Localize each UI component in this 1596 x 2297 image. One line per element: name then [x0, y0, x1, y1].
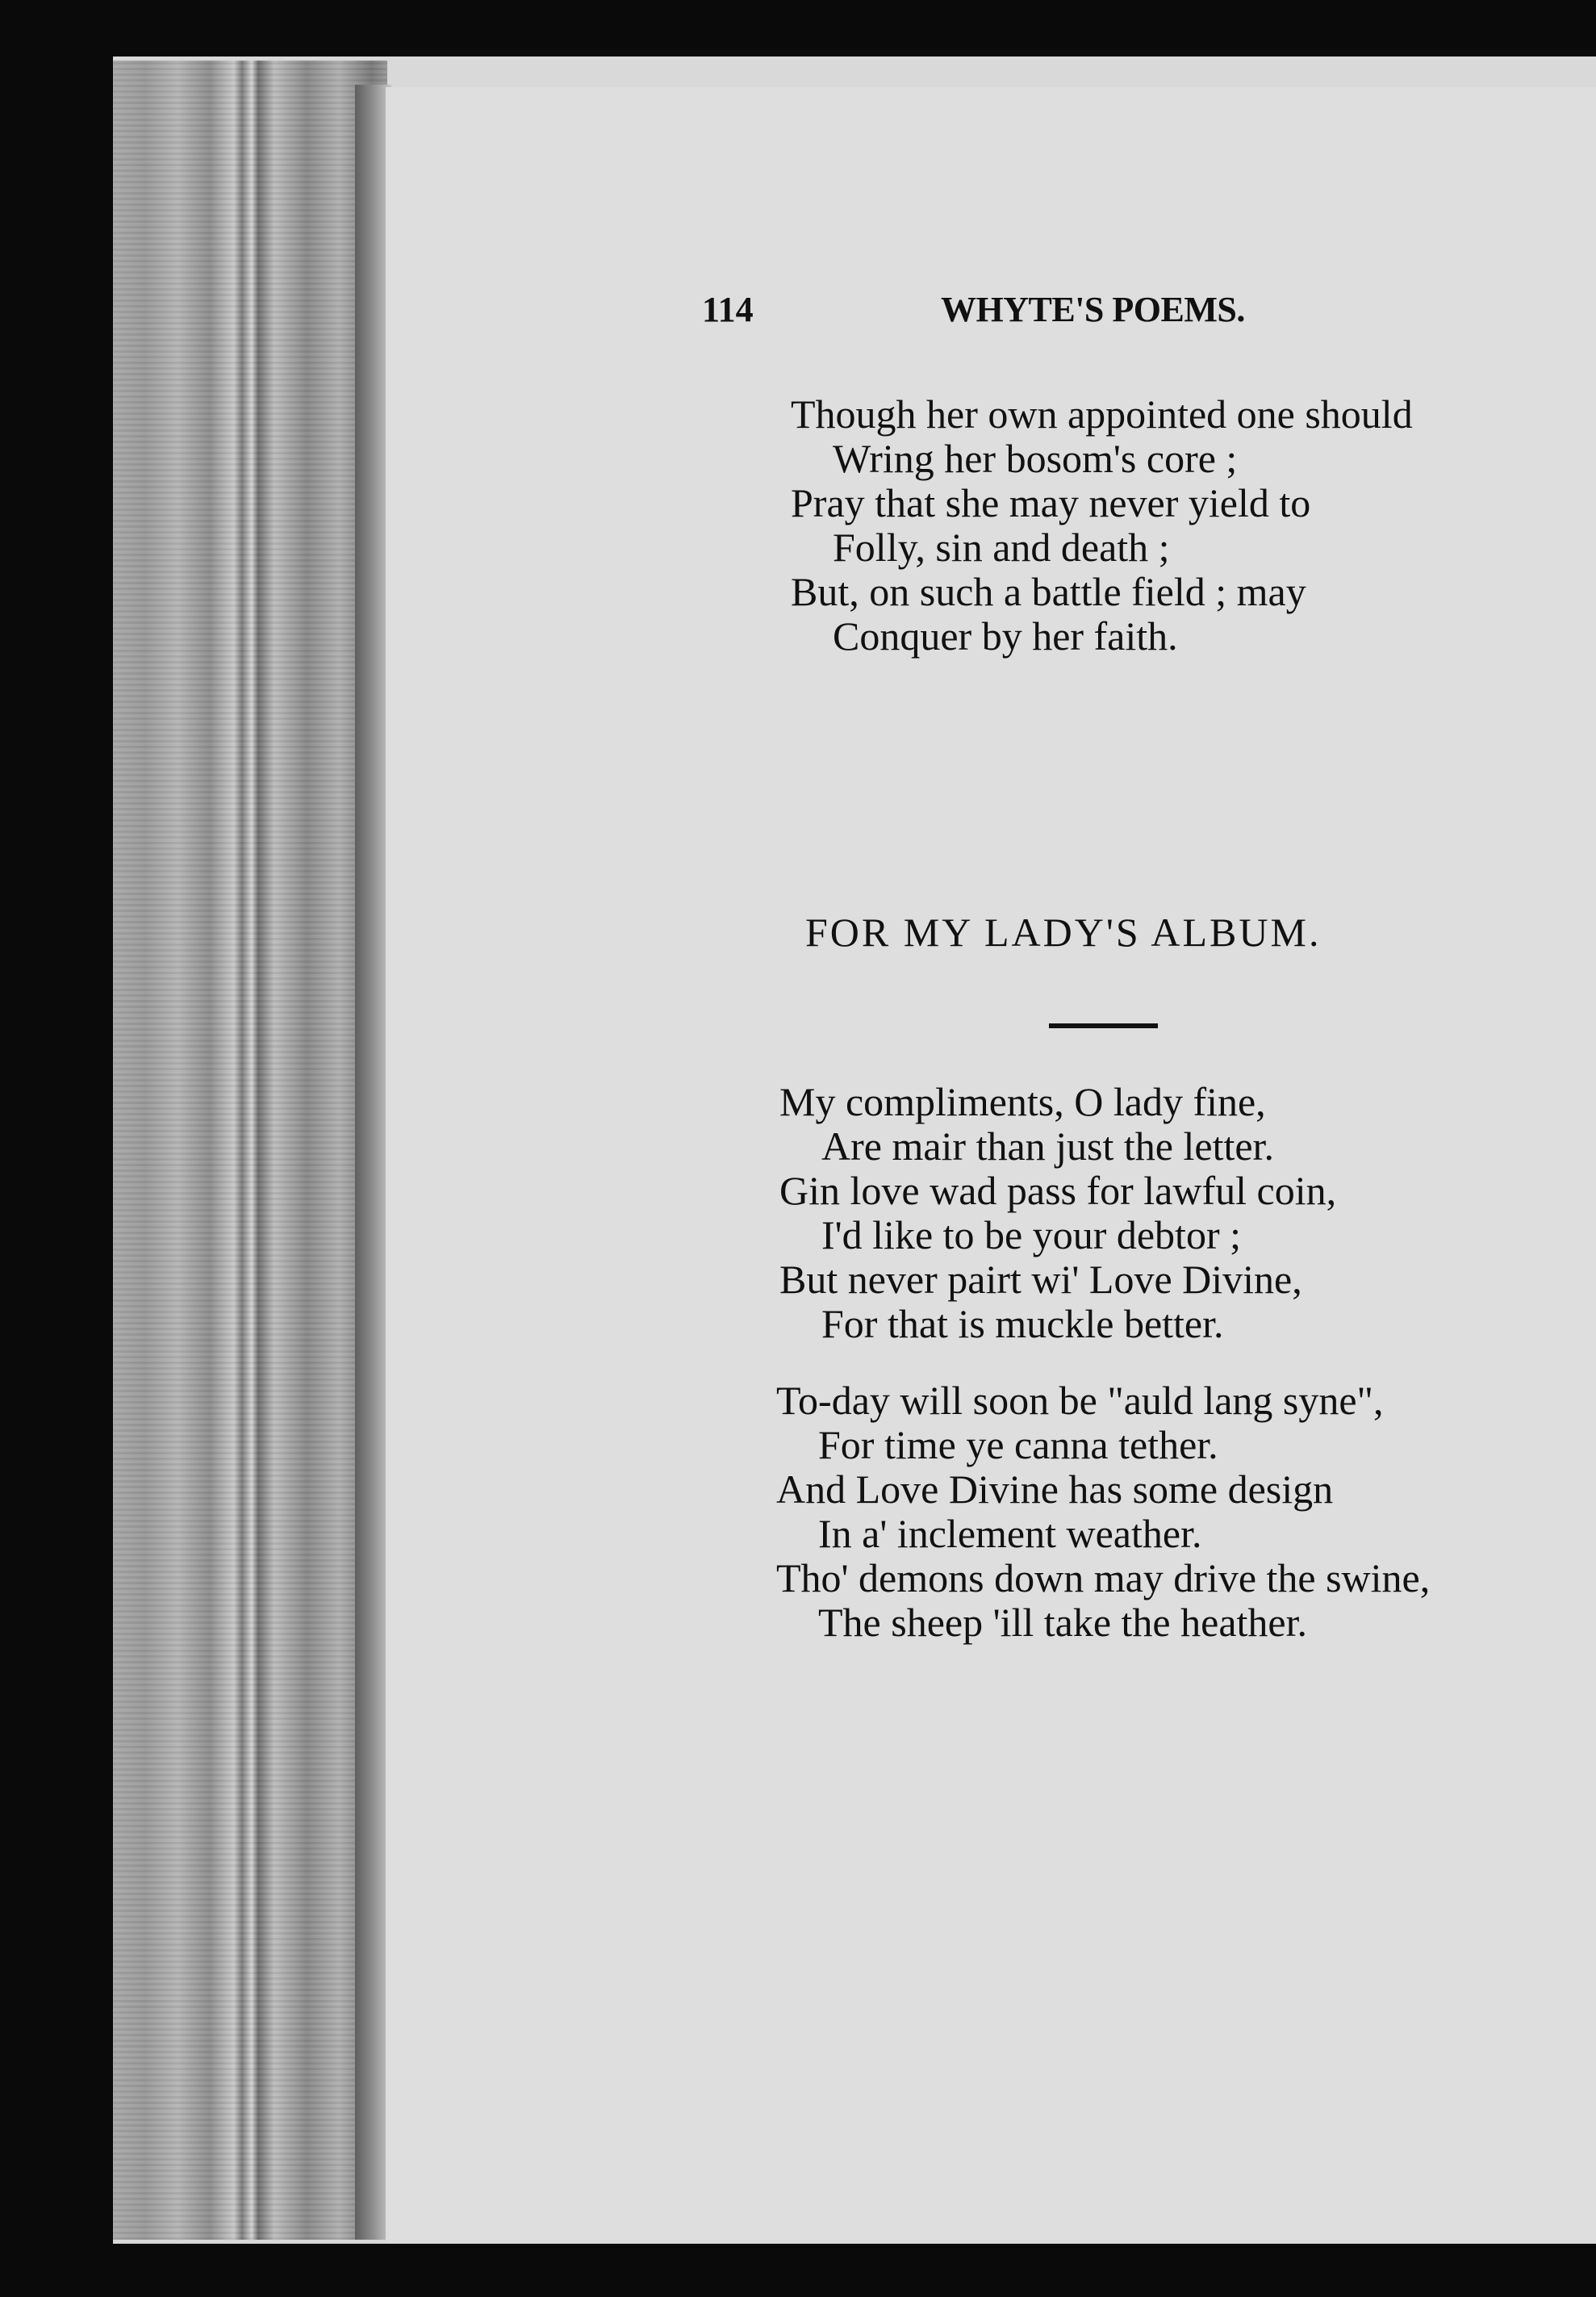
poem-line: Conquer by her faith.: [833, 613, 1178, 659]
page-header: [386, 289, 1596, 337]
poem-line: Though her own appointed one should: [791, 391, 1413, 437]
poem-line: But never pairt wi' Love Divine,: [779, 1257, 1302, 1302]
poem-line: The sheep 'ill take the heather.: [818, 1600, 1307, 1645]
running-title: WHYTE'S POEMS.: [941, 290, 1245, 329]
continued-stanza: [791, 392, 1413, 659]
poem-line: Are mair than just the letter.: [821, 1123, 1274, 1169]
poem-line: I'd like to be your debtor ;: [821, 1212, 1241, 1257]
poem-line: Tho' demons down may drive the swine,: [776, 1555, 1431, 1600]
poem-line: My compliments, O lady fine,: [779, 1079, 1266, 1124]
poem-line: For time ye canna tether.: [818, 1422, 1218, 1467]
poem-line: Folly, sin and death ;: [833, 525, 1170, 570]
poem-stanza-2: [776, 1379, 1430, 1645]
poem-line: And Love Divine has some design: [776, 1466, 1334, 1512]
poem-line: Wring her bosom's core ;: [833, 436, 1238, 481]
title-rule: [1049, 1023, 1158, 1028]
page-number: 114: [702, 290, 754, 329]
poem-line: In a' inclement weather.: [818, 1511, 1202, 1556]
poem-title: FOR MY LADY'S ALBUM.: [805, 910, 1322, 955]
poem-line: Pray that she may never yield to: [791, 480, 1311, 525]
poem-stanza-1: [779, 1080, 1336, 1346]
poem-line: But, on such a battle field ; may: [791, 569, 1306, 614]
book-page: [386, 87, 1596, 2242]
poem-line: Gin love wad pass for lawful coin,: [779, 1168, 1337, 1213]
poem-line: To-day will soon be "auld lang syne",: [776, 1378, 1384, 1423]
book-page-edges: [113, 61, 387, 2240]
poem-line: For that is muckle better.: [821, 1301, 1224, 1346]
